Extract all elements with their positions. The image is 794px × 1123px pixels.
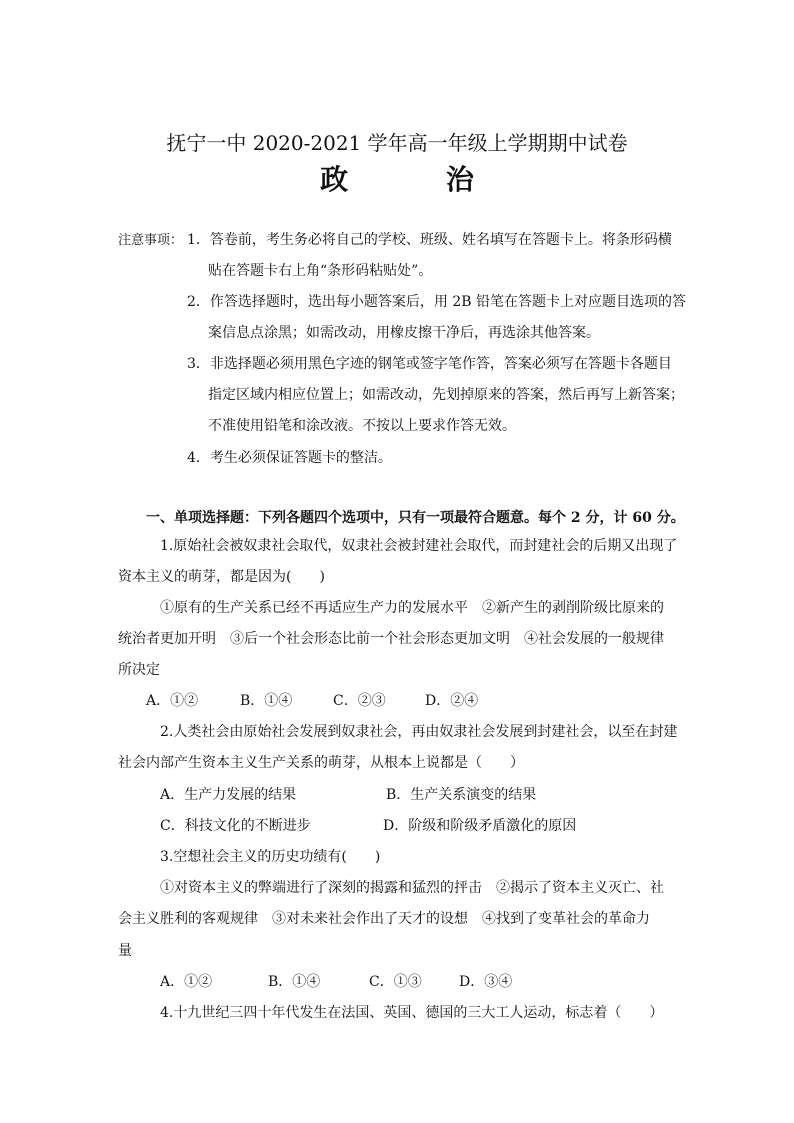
notice-item-3-line-1: 3．非选择题必须用黑色字迹的钢笔或签字笔作答，答案必须写在答题卡各题目 (187, 356, 672, 372)
question-statement: 所决定 (118, 662, 160, 678)
question-stem: 4.十九世纪三四十年代发生在法国、英国、德国的三大工人运动，标志着（ ） (160, 1005, 664, 1021)
notice-item-2-line-2: 案信息点涂黑；如需改动，用橡皮擦干净后，再选涂其他答案。 (208, 325, 600, 341)
option-a: A．①② (160, 974, 213, 990)
option-d: D．阶级和阶级矛盾激化的原因 (383, 818, 577, 834)
option-d: D．③④ (459, 974, 513, 990)
question-statement: ①对资本主义的弊端进行了深刻的揭露和猛烈的抨击 ②揭示了资本主义灭亡、社 (160, 880, 664, 896)
question-stem: 资本主义的萌芽，都是因为( ) (118, 569, 325, 585)
option-d: D．②④ (425, 693, 479, 709)
option-b: B．①④ (240, 693, 293, 709)
notice-item-4-line-1: 4．考生必须保证答题卡的整洁。 (187, 450, 392, 466)
subject-title: 政 治 (320, 163, 518, 196)
section-heading: 一、单项选择题：下列各题四个选项中，只有一项最符合题意。每个 2 分，计 60 分。 (146, 510, 685, 526)
question-stem: 社会内部产生资本主义生产关系的萌芽，从根本上说都是（ ） (118, 755, 524, 771)
option-b: B．生产关系演变的结果 (386, 787, 537, 803)
question-stem: 2.人类社会由原始社会发展到奴隶社会，再由奴隶社会发展到封建社会，以至在封建 (160, 724, 678, 740)
notice-item-1-line-2: 贴在答题卡右上角“条形码粘贴处”。 (208, 263, 433, 279)
option-c: C．①③ (369, 974, 422, 990)
option-c: C．②③ (333, 693, 386, 709)
option-a: A．①② (146, 693, 199, 709)
question-statement: 统治者更加开明 ③后一个社会形态比前一个社会形态更加文明 ④社会发展的一般规律 (118, 631, 664, 647)
notice-label: 注意事项： (118, 233, 184, 248)
notice-item-3-line-3: 不准使用铅笔和涂改液。不按以上要求作答无效。 (208, 418, 516, 434)
notice-item-1-line-1: 1．答卷前，考生务必将自己的学校、班级、姓名填写在答题卡上。将条形码横 (187, 232, 672, 248)
option-a: A．生产力发展的结果 (160, 787, 297, 803)
question-statement: 量 (118, 943, 132, 959)
notice-item-3-line-2: 指定区域内相应位置上；如需改动，先划掉原来的答案，然后再写上新答案； (208, 387, 684, 403)
question-statement: 会主义胜利的客观规律 ③对未来社会作出了天才的设想 ④找到了变革社会的革命力 (118, 911, 650, 927)
exam-title: 抚宁一中 2020-2021 学年高一年级上学期期中试卷 (166, 131, 628, 155)
notice-item-2-line-1: 2．作答选择题时，选出每小题答案后，用 2B 铅笔在答题卡上对应题目选项的答 (187, 294, 687, 310)
option-b: B．①④ (268, 974, 321, 990)
question-stem: 3.空想社会主义的历史功绩有( ) (160, 849, 381, 865)
option-c: C．科技文化的不断进步 (160, 818, 311, 834)
question-statement: ①原有的生产关系已经不再适应生产力的发展水平 ②新产生的剥削阶级比原来的 (160, 600, 664, 616)
question-stem: 1.原始社会被奴隶社会取代，奴隶社会被封建社会取代，而封建社会的后期又出现了 (160, 538, 678, 554)
